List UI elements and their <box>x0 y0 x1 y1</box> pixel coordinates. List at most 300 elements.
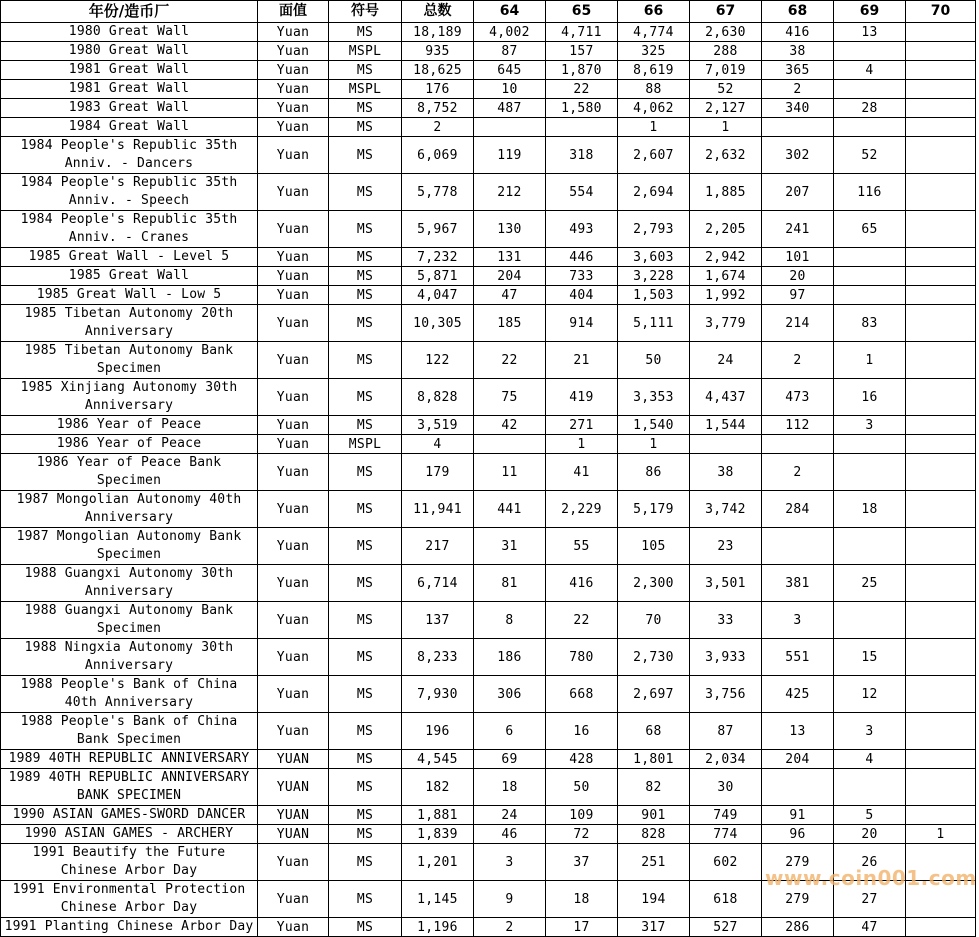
header-cell-denomination[interactable]: 面值 <box>258 1 329 23</box>
cell-grade-66[interactable]: 3,353 <box>618 379 690 416</box>
cell-grade-64[interactable]: 9 <box>474 881 546 918</box>
cell-name[interactable]: 1985 Great Wall <box>1 267 258 286</box>
cell-grade-65[interactable]: 404 <box>546 286 618 305</box>
cell-total[interactable]: 6,069 <box>402 137 474 174</box>
cell-grade-66[interactable]: 1 <box>618 435 690 454</box>
cell-grade-69[interactable]: 26 <box>834 844 906 881</box>
cell-grade-68[interactable]: 365 <box>762 61 834 80</box>
cell-total[interactable]: 179 <box>402 454 474 491</box>
cell-denomination[interactable]: Yuan <box>258 211 329 248</box>
cell-grade-67[interactable]: 1,885 <box>690 174 762 211</box>
cell-denomination[interactable]: Yuan <box>258 305 329 342</box>
cell-grade-69[interactable] <box>834 42 906 61</box>
cell-total[interactable]: 4,047 <box>402 286 474 305</box>
cell-grade-66[interactable]: 82 <box>618 769 690 806</box>
cell-grade-65[interactable]: 780 <box>546 639 618 676</box>
cell-grade-65[interactable]: 914 <box>546 305 618 342</box>
cell-designation[interactable]: MS <box>329 713 402 750</box>
cell-denomination[interactable]: Yuan <box>258 676 329 713</box>
cell-grade-68[interactable]: 13 <box>762 713 834 750</box>
cell-name[interactable]: 1988 People's Bank of China 40th Anniversary <box>1 676 258 713</box>
cell-grade-64[interactable]: 6 <box>474 713 546 750</box>
cell-grade-69[interactable]: 52 <box>834 137 906 174</box>
cell-grade-67[interactable]: 3,779 <box>690 305 762 342</box>
cell-grade-68[interactable]: 3 <box>762 602 834 639</box>
cell-grade-66[interactable]: 2,730 <box>618 639 690 676</box>
cell-grade-70[interactable] <box>906 528 976 565</box>
cell-total[interactable]: 4,545 <box>402 750 474 769</box>
cell-grade-66[interactable]: 1,503 <box>618 286 690 305</box>
cell-designation[interactable]: MS <box>329 806 402 825</box>
cell-name[interactable]: 1981 Great Wall <box>1 80 258 99</box>
cell-grade-68[interactable]: 302 <box>762 137 834 174</box>
cell-grade-68[interactable]: 112 <box>762 416 834 435</box>
cell-grade-69[interactable]: 1 <box>834 342 906 379</box>
cell-grade-67[interactable]: 2,127 <box>690 99 762 118</box>
cell-denomination[interactable]: Yuan <box>258 435 329 454</box>
cell-denomination[interactable]: Yuan <box>258 286 329 305</box>
cell-grade-70[interactable] <box>906 248 976 267</box>
cell-designation[interactable]: MS <box>329 23 402 42</box>
cell-total[interactable]: 196 <box>402 713 474 750</box>
cell-grade-65[interactable]: 41 <box>546 454 618 491</box>
cell-grade-67[interactable]: 774 <box>690 825 762 844</box>
cell-total[interactable]: 182 <box>402 769 474 806</box>
cell-total[interactable]: 3,519 <box>402 416 474 435</box>
cell-grade-66[interactable]: 1,540 <box>618 416 690 435</box>
cell-denomination[interactable]: Yuan <box>258 80 329 99</box>
cell-name[interactable]: 1986 Year of Peace <box>1 435 258 454</box>
cell-name[interactable]: 1984 People's Republic 35th Anniv. - Cranes <box>1 211 258 248</box>
cell-grade-66[interactable]: 901 <box>618 806 690 825</box>
cell-grade-70[interactable] <box>906 42 976 61</box>
cell-total[interactable]: 217 <box>402 528 474 565</box>
cell-grade-65[interactable]: 109 <box>546 806 618 825</box>
cell-grade-67[interactable]: 38 <box>690 454 762 491</box>
cell-grade-65[interactable]: 72 <box>546 825 618 844</box>
cell-grade-68[interactable]: 279 <box>762 844 834 881</box>
cell-name[interactable]: 1991 Beautify the Future Chinese Arbor Day <box>1 844 258 881</box>
cell-total[interactable]: 176 <box>402 80 474 99</box>
cell-total[interactable]: 935 <box>402 42 474 61</box>
cell-denomination[interactable]: Yuan <box>258 454 329 491</box>
cell-grade-64[interactable]: 204 <box>474 267 546 286</box>
cell-denomination[interactable]: Yuan <box>258 918 329 937</box>
cell-total[interactable]: 8,828 <box>402 379 474 416</box>
cell-grade-67[interactable]: 1 <box>690 118 762 137</box>
cell-denomination[interactable]: Yuan <box>258 844 329 881</box>
cell-name[interactable]: 1991 Environmental Protection Chinese Arbor Day <box>1 881 258 918</box>
cell-grade-69[interactable] <box>834 118 906 137</box>
cell-denomination[interactable]: Yuan <box>258 416 329 435</box>
cell-grade-66[interactable]: 325 <box>618 42 690 61</box>
cell-grade-65[interactable]: 50 <box>546 769 618 806</box>
cell-grade-66[interactable]: 8,619 <box>618 61 690 80</box>
cell-grade-64[interactable]: 75 <box>474 379 546 416</box>
cell-grade-64[interactable]: 18 <box>474 769 546 806</box>
header-cell-grade-65[interactable]: 65 <box>546 1 618 23</box>
cell-grade-64[interactable] <box>474 118 546 137</box>
cell-grade-67[interactable]: 87 <box>690 713 762 750</box>
header-cell-grade-68[interactable]: 68 <box>762 1 834 23</box>
cell-grade-66[interactable]: 3,603 <box>618 248 690 267</box>
cell-denomination[interactable]: Yuan <box>258 99 329 118</box>
cell-total[interactable]: 18,189 <box>402 23 474 42</box>
cell-grade-69[interactable] <box>834 80 906 99</box>
cell-grade-65[interactable]: 22 <box>546 80 618 99</box>
cell-grade-67[interactable]: 527 <box>690 918 762 937</box>
cell-grade-67[interactable]: 2,034 <box>690 750 762 769</box>
cell-grade-70[interactable] <box>906 750 976 769</box>
cell-grade-64[interactable]: 645 <box>474 61 546 80</box>
cell-designation[interactable]: MS <box>329 918 402 937</box>
header-cell-grade-67[interactable]: 67 <box>690 1 762 23</box>
cell-name[interactable]: 1988 Guangxi Autonomy 30th Anniversary <box>1 565 258 602</box>
cell-grade-68[interactable]: 2 <box>762 342 834 379</box>
cell-grade-69[interactable]: 116 <box>834 174 906 211</box>
cell-grade-68[interactable]: 286 <box>762 918 834 937</box>
cell-total[interactable]: 10,305 <box>402 305 474 342</box>
cell-grade-67[interactable]: 2,942 <box>690 248 762 267</box>
cell-grade-65[interactable]: 419 <box>546 379 618 416</box>
cell-grade-69[interactable]: 28 <box>834 99 906 118</box>
cell-grade-69[interactable]: 83 <box>834 305 906 342</box>
cell-grade-68[interactable]: 207 <box>762 174 834 211</box>
cell-grade-70[interactable] <box>906 379 976 416</box>
cell-grade-68[interactable]: 38 <box>762 42 834 61</box>
cell-grade-65[interactable]: 733 <box>546 267 618 286</box>
header-cell-grade-69[interactable]: 69 <box>834 1 906 23</box>
cell-grade-64[interactable]: 46 <box>474 825 546 844</box>
cell-designation[interactable]: MS <box>329 211 402 248</box>
cell-designation[interactable]: MS <box>329 528 402 565</box>
cell-name[interactable]: 1988 People's Bank of China Bank Specimen <box>1 713 258 750</box>
cell-denomination[interactable]: Yuan <box>258 565 329 602</box>
cell-grade-66[interactable]: 828 <box>618 825 690 844</box>
cell-grade-67[interactable]: 1,674 <box>690 267 762 286</box>
cell-name[interactable]: 1986 Year of Peace Bank Specimen <box>1 454 258 491</box>
cell-grade-70[interactable] <box>906 769 976 806</box>
cell-grade-67[interactable]: 2,630 <box>690 23 762 42</box>
cell-grade-67[interactable]: 749 <box>690 806 762 825</box>
cell-denomination[interactable]: Yuan <box>258 528 329 565</box>
cell-total[interactable]: 6,714 <box>402 565 474 602</box>
cell-designation[interactable]: MS <box>329 639 402 676</box>
cell-denomination[interactable]: YUAN <box>258 806 329 825</box>
cell-grade-64[interactable]: 119 <box>474 137 546 174</box>
cell-grade-65[interactable]: 271 <box>546 416 618 435</box>
cell-grade-65[interactable]: 16 <box>546 713 618 750</box>
cell-name[interactable]: 1985 Great Wall - Low 5 <box>1 286 258 305</box>
cell-total[interactable]: 1,839 <box>402 825 474 844</box>
cell-grade-69[interactable] <box>834 248 906 267</box>
cell-grade-65[interactable] <box>546 118 618 137</box>
cell-name[interactable]: 1988 Ningxia Autonomy 30th Anniversary <box>1 639 258 676</box>
cell-grade-66[interactable]: 251 <box>618 844 690 881</box>
cell-name[interactable]: 1990 ASIAN GAMES - ARCHERY <box>1 825 258 844</box>
cell-total[interactable]: 5,871 <box>402 267 474 286</box>
cell-grade-67[interactable]: 30 <box>690 769 762 806</box>
cell-denomination[interactable]: Yuan <box>258 174 329 211</box>
cell-grade-67[interactable]: 2,632 <box>690 137 762 174</box>
header-cell-grade-64[interactable]: 64 <box>474 1 546 23</box>
cell-grade-70[interactable] <box>906 211 976 248</box>
cell-designation[interactable]: MS <box>329 881 402 918</box>
cell-name[interactable]: 1985 Tibetan Autonomy Bank Specimen <box>1 342 258 379</box>
cell-grade-64[interactable]: 31 <box>474 528 546 565</box>
cell-grade-68[interactable] <box>762 769 834 806</box>
cell-grade-64[interactable]: 69 <box>474 750 546 769</box>
cell-grade-70[interactable] <box>906 137 976 174</box>
cell-grade-68[interactable]: 241 <box>762 211 834 248</box>
cell-grade-65[interactable]: 1,870 <box>546 61 618 80</box>
cell-total[interactable]: 18,625 <box>402 61 474 80</box>
cell-grade-67[interactable]: 288 <box>690 42 762 61</box>
cell-grade-68[interactable]: 204 <box>762 750 834 769</box>
cell-total[interactable]: 11,941 <box>402 491 474 528</box>
cell-grade-70[interactable] <box>906 61 976 80</box>
cell-denomination[interactable]: Yuan <box>258 881 329 918</box>
cell-grade-64[interactable]: 131 <box>474 248 546 267</box>
cell-grade-68[interactable]: 340 <box>762 99 834 118</box>
cell-grade-69[interactable]: 5 <box>834 806 906 825</box>
cell-total[interactable]: 1,196 <box>402 918 474 937</box>
cell-name[interactable]: 1986 Year of Peace <box>1 416 258 435</box>
cell-grade-69[interactable] <box>834 267 906 286</box>
cell-grade-70[interactable] <box>906 565 976 602</box>
cell-denomination[interactable]: YUAN <box>258 825 329 844</box>
cell-total[interactable]: 122 <box>402 342 474 379</box>
header-cell-grade-66[interactable]: 66 <box>618 1 690 23</box>
cell-grade-65[interactable]: 37 <box>546 844 618 881</box>
cell-total[interactable]: 5,778 <box>402 174 474 211</box>
cell-grade-66[interactable]: 2,694 <box>618 174 690 211</box>
cell-designation[interactable]: MS <box>329 174 402 211</box>
cell-denomination[interactable]: Yuan <box>258 42 329 61</box>
cell-grade-65[interactable]: 446 <box>546 248 618 267</box>
cell-grade-64[interactable]: 3 <box>474 844 546 881</box>
cell-total[interactable]: 2 <box>402 118 474 137</box>
cell-grade-67[interactable]: 2,205 <box>690 211 762 248</box>
cell-grade-64[interactable]: 4,002 <box>474 23 546 42</box>
cell-name[interactable]: 1985 Xinjiang Autonomy 30th Anniversary <box>1 379 258 416</box>
cell-denomination[interactable]: Yuan <box>258 342 329 379</box>
cell-grade-69[interactable] <box>834 528 906 565</box>
cell-grade-68[interactable]: 284 <box>762 491 834 528</box>
cell-grade-68[interactable]: 2 <box>762 80 834 99</box>
cell-designation[interactable]: MS <box>329 305 402 342</box>
cell-name[interactable]: 1989 40TH REPUBLIC ANNIVERSARY <box>1 750 258 769</box>
cell-name[interactable]: 1990 ASIAN GAMES-SWORD DANCER <box>1 806 258 825</box>
cell-grade-64[interactable]: 81 <box>474 565 546 602</box>
cell-name[interactable]: 1984 People's Republic 35th Anniv. - Dancers <box>1 137 258 174</box>
cell-grade-70[interactable] <box>906 806 976 825</box>
cell-designation[interactable]: MS <box>329 99 402 118</box>
cell-designation[interactable]: MS <box>329 491 402 528</box>
cell-total[interactable]: 7,930 <box>402 676 474 713</box>
cell-name[interactable]: 1984 Great Wall <box>1 118 258 137</box>
cell-grade-69[interactable]: 16 <box>834 379 906 416</box>
cell-grade-66[interactable]: 317 <box>618 918 690 937</box>
cell-grade-64[interactable]: 11 <box>474 454 546 491</box>
cell-total[interactable]: 1,201 <box>402 844 474 881</box>
cell-name[interactable]: 1983 Great Wall <box>1 99 258 118</box>
cell-grade-64[interactable]: 306 <box>474 676 546 713</box>
cell-denomination[interactable]: Yuan <box>258 137 329 174</box>
cell-total[interactable]: 8,752 <box>402 99 474 118</box>
cell-grade-65[interactable]: 21 <box>546 342 618 379</box>
cell-grade-68[interactable]: 2 <box>762 454 834 491</box>
cell-grade-64[interactable]: 24 <box>474 806 546 825</box>
cell-designation[interactable]: MS <box>329 379 402 416</box>
cell-designation[interactable]: MSPL <box>329 435 402 454</box>
cell-grade-65[interactable]: 668 <box>546 676 618 713</box>
cell-name[interactable]: 1987 Mongolian Autonomy 40th Anniversary <box>1 491 258 528</box>
cell-grade-69[interactable] <box>834 435 906 454</box>
cell-grade-70[interactable] <box>906 342 976 379</box>
cell-grade-69[interactable]: 18 <box>834 491 906 528</box>
cell-grade-65[interactable]: 1,580 <box>546 99 618 118</box>
cell-designation[interactable]: MSPL <box>329 42 402 61</box>
cell-designation[interactable]: MS <box>329 676 402 713</box>
cell-grade-69[interactable]: 65 <box>834 211 906 248</box>
cell-grade-65[interactable]: 428 <box>546 750 618 769</box>
cell-grade-69[interactable]: 13 <box>834 23 906 42</box>
cell-grade-70[interactable] <box>906 435 976 454</box>
cell-grade-64[interactable]: 87 <box>474 42 546 61</box>
cell-name[interactable]: 1989 40TH REPUBLIC ANNIVERSARY BANK SPECIMEN <box>1 769 258 806</box>
cell-grade-65[interactable]: 416 <box>546 565 618 602</box>
cell-denomination[interactable]: Yuan <box>258 248 329 267</box>
cell-grade-64[interactable]: 185 <box>474 305 546 342</box>
cell-grade-66[interactable]: 2,607 <box>618 137 690 174</box>
cell-grade-68[interactable]: 214 <box>762 305 834 342</box>
cell-grade-64[interactable] <box>474 435 546 454</box>
cell-grade-69[interactable] <box>834 602 906 639</box>
cell-name[interactable]: 1991 Planting Chinese Arbor Day <box>1 918 258 937</box>
cell-grade-66[interactable]: 5,111 <box>618 305 690 342</box>
cell-grade-67[interactable] <box>690 435 762 454</box>
cell-grade-69[interactable] <box>834 286 906 305</box>
cell-name[interactable]: 1985 Great Wall - Level 5 <box>1 248 258 267</box>
cell-grade-64[interactable]: 441 <box>474 491 546 528</box>
cell-grade-64[interactable]: 10 <box>474 80 546 99</box>
cell-name[interactable]: 1987 Mongolian Autonomy Bank Specimen <box>1 528 258 565</box>
cell-grade-70[interactable]: 1 <box>906 825 976 844</box>
cell-total[interactable]: 1,145 <box>402 881 474 918</box>
cell-grade-66[interactable]: 2,300 <box>618 565 690 602</box>
cell-grade-66[interactable]: 105 <box>618 528 690 565</box>
cell-designation[interactable]: MSPL <box>329 80 402 99</box>
cell-total[interactable]: 5,967 <box>402 211 474 248</box>
cell-grade-66[interactable]: 1 <box>618 118 690 137</box>
cell-grade-65[interactable]: 493 <box>546 211 618 248</box>
cell-grade-69[interactable]: 4 <box>834 61 906 80</box>
cell-grade-70[interactable] <box>906 118 976 137</box>
cell-grade-67[interactable]: 4,437 <box>690 379 762 416</box>
cell-grade-69[interactable]: 3 <box>834 416 906 435</box>
cell-designation[interactable]: MS <box>329 342 402 379</box>
cell-grade-70[interactable] <box>906 416 976 435</box>
cell-denomination[interactable]: Yuan <box>258 23 329 42</box>
cell-grade-65[interactable]: 554 <box>546 174 618 211</box>
cell-name[interactable]: 1985 Tibetan Autonomy 20th Anniversary <box>1 305 258 342</box>
cell-grade-70[interactable] <box>906 918 976 937</box>
cell-grade-64[interactable]: 130 <box>474 211 546 248</box>
cell-grade-64[interactable]: 8 <box>474 602 546 639</box>
cell-grade-64[interactable]: 42 <box>474 416 546 435</box>
cell-denomination[interactable]: YUAN <box>258 769 329 806</box>
cell-grade-70[interactable] <box>906 286 976 305</box>
cell-grade-67[interactable]: 3,756 <box>690 676 762 713</box>
cell-grade-67[interactable]: 7,019 <box>690 61 762 80</box>
header-cell-designation[interactable]: 符号 <box>329 1 402 23</box>
cell-designation[interactable]: MS <box>329 137 402 174</box>
cell-grade-69[interactable]: 47 <box>834 918 906 937</box>
cell-grade-67[interactable]: 3,501 <box>690 565 762 602</box>
cell-designation[interactable]: MS <box>329 61 402 80</box>
cell-grade-65[interactable]: 18 <box>546 881 618 918</box>
cell-total[interactable]: 137 <box>402 602 474 639</box>
cell-grade-67[interactable]: 23 <box>690 528 762 565</box>
cell-grade-66[interactable]: 3,228 <box>618 267 690 286</box>
cell-grade-67[interactable]: 24 <box>690 342 762 379</box>
cell-denomination[interactable]: Yuan <box>258 379 329 416</box>
cell-grade-69[interactable]: 27 <box>834 881 906 918</box>
cell-grade-67[interactable]: 52 <box>690 80 762 99</box>
cell-denomination[interactable]: Yuan <box>258 491 329 528</box>
cell-grade-67[interactable]: 3,933 <box>690 639 762 676</box>
cell-designation[interactable]: MS <box>329 454 402 491</box>
cell-grade-68[interactable]: 20 <box>762 267 834 286</box>
cell-name[interactable]: 1980 Great Wall <box>1 42 258 61</box>
cell-grade-69[interactable]: 25 <box>834 565 906 602</box>
cell-grade-70[interactable] <box>906 174 976 211</box>
cell-designation[interactable]: MS <box>329 118 402 137</box>
cell-denomination[interactable]: Yuan <box>258 61 329 80</box>
cell-grade-64[interactable]: 47 <box>474 286 546 305</box>
header-cell-year-mint[interactable]: 年份/造币厂 <box>1 1 258 23</box>
cell-grade-65[interactable]: 22 <box>546 602 618 639</box>
cell-denomination[interactable]: Yuan <box>258 639 329 676</box>
cell-grade-66[interactable]: 1,801 <box>618 750 690 769</box>
cell-total[interactable]: 7,232 <box>402 248 474 267</box>
cell-grade-68[interactable]: 96 <box>762 825 834 844</box>
cell-grade-66[interactable]: 4,062 <box>618 99 690 118</box>
cell-grade-70[interactable] <box>906 454 976 491</box>
cell-grade-67[interactable]: 3,742 <box>690 491 762 528</box>
cell-grade-69[interactable]: 3 <box>834 713 906 750</box>
cell-total[interactable]: 1,881 <box>402 806 474 825</box>
cell-name[interactable]: 1980 Great Wall <box>1 23 258 42</box>
cell-grade-69[interactable] <box>834 454 906 491</box>
cell-grade-70[interactable] <box>906 676 976 713</box>
cell-grade-68[interactable]: 416 <box>762 23 834 42</box>
cell-designation[interactable]: MS <box>329 825 402 844</box>
cell-grade-66[interactable]: 88 <box>618 80 690 99</box>
cell-grade-70[interactable] <box>906 491 976 528</box>
cell-grade-68[interactable] <box>762 435 834 454</box>
cell-grade-65[interactable]: 4,711 <box>546 23 618 42</box>
cell-grade-66[interactable]: 86 <box>618 454 690 491</box>
cell-grade-66[interactable]: 2,697 <box>618 676 690 713</box>
cell-grade-64[interactable]: 212 <box>474 174 546 211</box>
cell-denomination[interactable]: Yuan <box>258 267 329 286</box>
cell-grade-69[interactable]: 12 <box>834 676 906 713</box>
cell-grade-69[interactable]: 20 <box>834 825 906 844</box>
cell-designation[interactable]: MS <box>329 565 402 602</box>
cell-grade-66[interactable]: 50 <box>618 342 690 379</box>
